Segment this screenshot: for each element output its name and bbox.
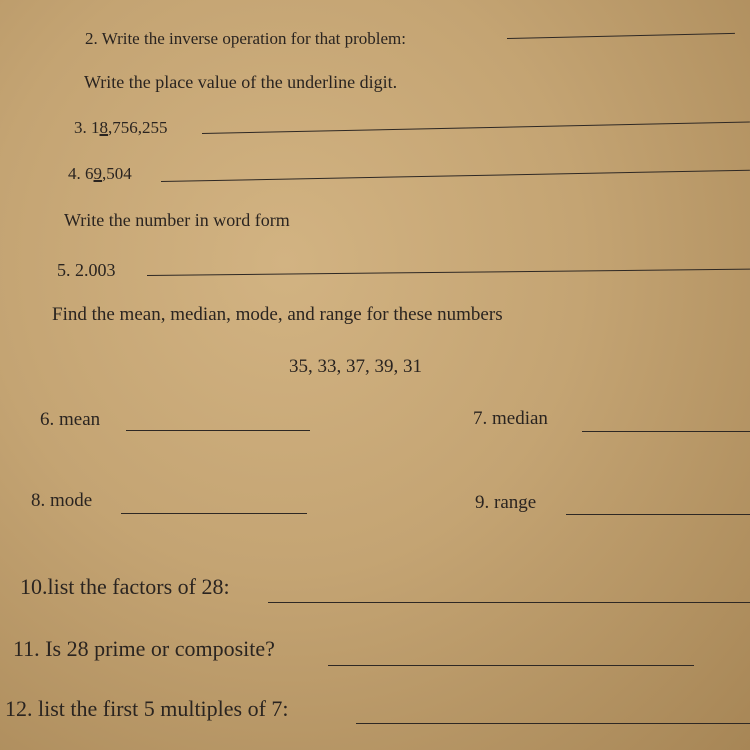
question-9 [475, 492, 536, 514]
q2-text: Write the inverse operation for that problem: [101, 29, 406, 48]
q12-number: 12. [5, 696, 33, 721]
q7-number: 7. [473, 408, 488, 429]
question-3 [74, 117, 168, 139]
stats-instruction: Find the mean, median, mode, and range for these numbers [52, 304, 503, 325]
q11-answer-line[interactable] [328, 665, 694, 666]
q4-number: 4. [68, 164, 81, 183]
q6-label: mean [59, 409, 101, 430]
q10-number: 10. [20, 574, 48, 599]
q8-answer-line[interactable] [121, 513, 307, 514]
q2-number: 2. [85, 29, 98, 48]
q9-answer-line[interactable] [566, 514, 750, 515]
question-4 [68, 163, 132, 185]
q2-answer-line[interactable] [507, 33, 735, 39]
q11-text: Is 28 prime or composite? [45, 636, 275, 661]
q12-text: list the first 5 multiples of 7: [38, 696, 289, 721]
q4-value: 69,504 [85, 164, 132, 183]
question-5 [57, 259, 116, 281]
question-2 [85, 28, 406, 50]
q5-value: 2.003 [75, 260, 116, 280]
q7-label: median [492, 408, 548, 429]
q5-answer-line[interactable] [147, 269, 750, 276]
q11-number: 11. [13, 636, 40, 661]
q8-number: 8. [31, 490, 46, 511]
q3-number: 3. [74, 118, 87, 137]
question-10 [20, 574, 230, 600]
q10-text: list the factors of 28: [47, 574, 230, 599]
q8-label: mode [50, 490, 93, 511]
question-6 [40, 409, 100, 431]
question-7 [473, 408, 548, 430]
q5-number: 5. [57, 260, 71, 280]
number-list: 35, 33, 37, 39, 31 [289, 356, 422, 377]
q3-value: 18,756,255 [91, 118, 168, 137]
q3-answer-line[interactable] [202, 122, 750, 134]
question-12 [5, 696, 289, 722]
q12-answer-line[interactable] [356, 723, 750, 724]
q4-answer-line[interactable] [161, 170, 750, 182]
question-11 [13, 636, 275, 662]
q3-underlined-digit: 8 [99, 118, 108, 137]
q6-number: 6. [40, 409, 55, 430]
q6-answer-line[interactable] [126, 430, 310, 431]
q9-number: 9. [475, 492, 490, 513]
word-form-instruction: Write the number in word form [64, 210, 290, 230]
q9-label: range [494, 492, 537, 513]
question-8 [31, 490, 92, 512]
q10-answer-line[interactable] [268, 602, 750, 603]
q7-answer-line[interactable] [582, 431, 750, 432]
q4-underlined-digit: 9 [93, 164, 102, 183]
place-value-instruction: Write the place value of the underline digit. [84, 72, 398, 92]
